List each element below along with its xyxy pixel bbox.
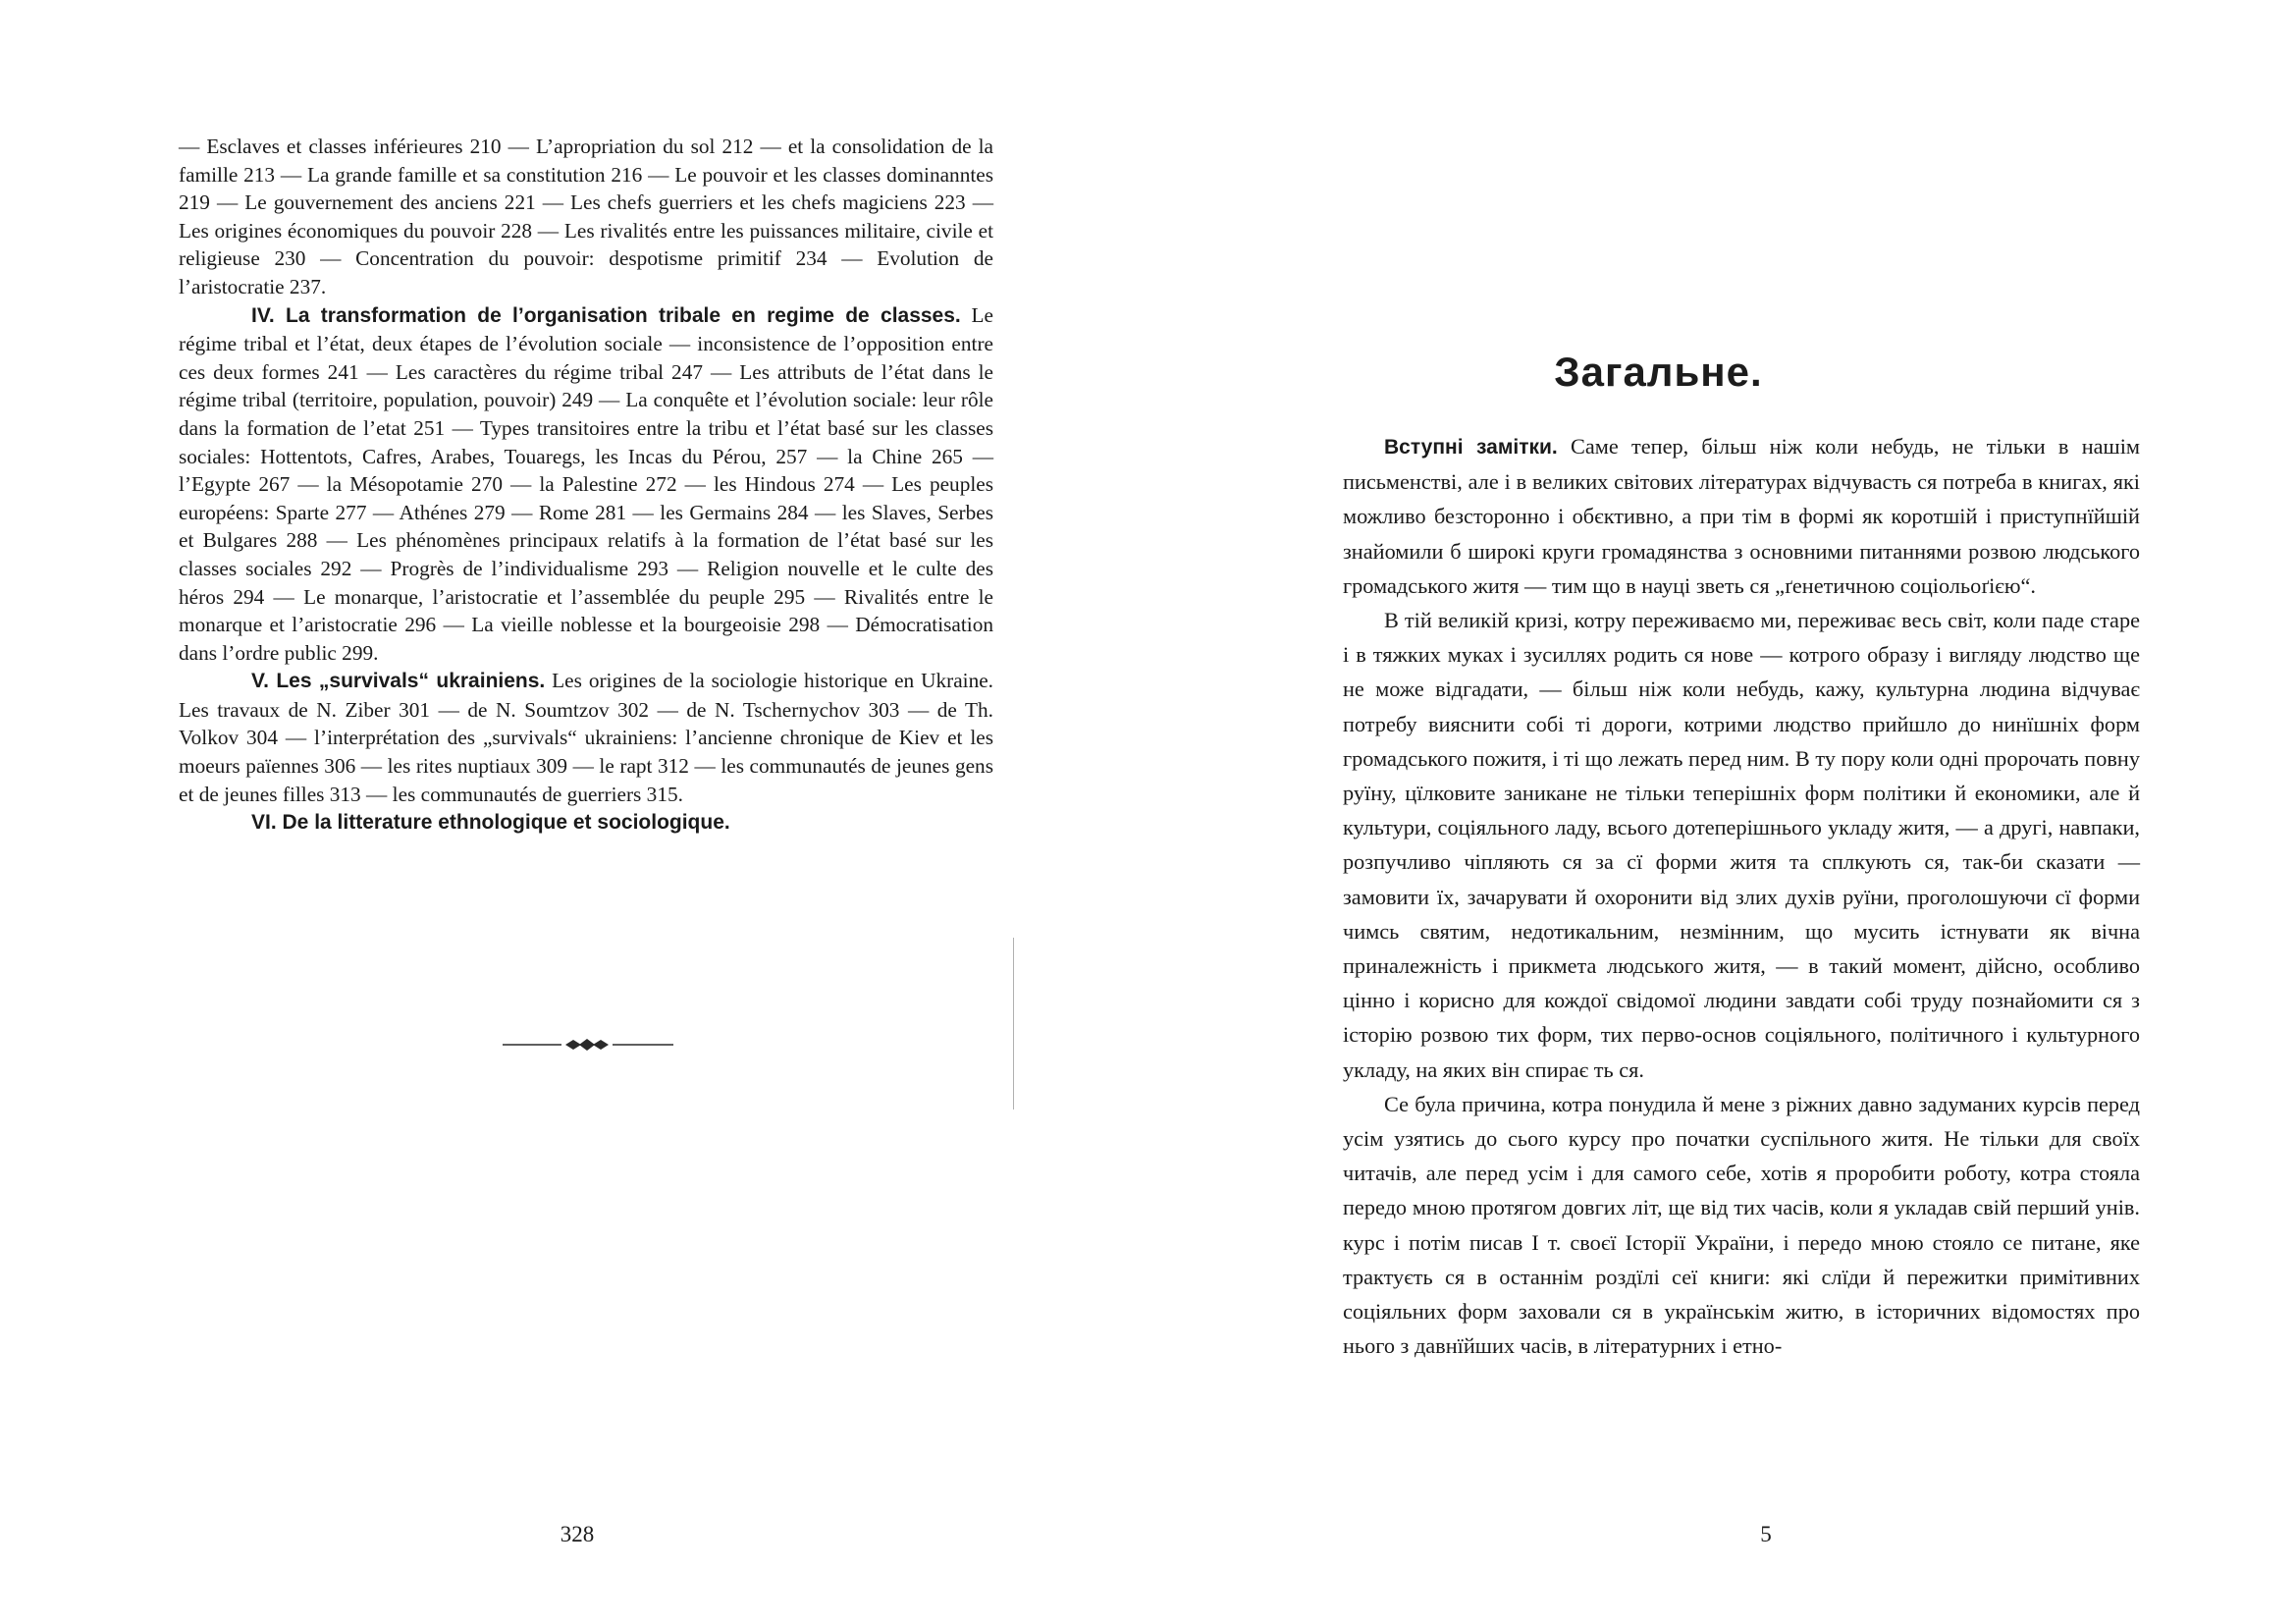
section-iv-text: Le régime tribal et l’état, deux étapes de l’évolution sociale — inconsistence de l’opposition entre ces deux formes 241 — Les caractères du régime tribal 247 — Les attributs de l’état dans le régime tribal (territoire, population, pouvoir) 249 — La conquête et l’évolution sociale: leur rôle dans la formation de l’etat 251 — Types transitoires entre la tribu et l’état basé sur les classes sociales: Hottentots, Cafres, Arabes, Touaregs, les Incas du Pérou, 257 — la Chine 265 — l’Egypte 267 — la Mésopotamie 270 — la Palestine 272 — les Hindous 274 — Les peuples européens: Sparte 277 — Athénes 279 — Rome 281 — les Germains 284 — les Slaves, Serbes et Bulgares 288 — Les phénomènes principaux relatifs à la formation de l’état basé sur les classes sociales 292 — Progrès de l’individualisme 293 — Religion nouvelle et le culte des héros 294 — Le monarque, l’aristocratie et l’assemblée du peuple 295 — Rivalités entre le monarque et l’aristocratie 296 — La vieille noblesse et la bourgeoisie 298 — Démocratisation dans l’ordre public 299. xyxy=(179,302,994,665)
ornament-divider xyxy=(501,1035,677,1055)
toc-section-iv xyxy=(179,301,993,668)
toc-continuation: — Esclaves et classes inférieures 210 — L’apropriation du sol 212 — et la consolidation de la famille 213 — La grande famille et sa constitution 216 — Le pouvoir et les classes dominanntes 219 — Le gouvernement des anciens 221 — Les chefs guerriers et les chefs magiciens 223 — Les origines économiques du pouvoir 228 — Les rivalités entre les puissances militaire, civile et religieuse 230 — Concentration du pouvoir: despotisme primitif 234 — Evolution de l’aristocratie 237. xyxy=(179,135,993,298)
section-v-heading: V. Les „survivals“ ukrainiens. xyxy=(251,670,546,693)
gutter-line xyxy=(1013,938,1014,1110)
page-number-left: 328 xyxy=(560,1522,595,1546)
paragraph-3: Се була причина, котра понудила й мене з ріжних давно задуманих курсів перед усім узятись до сього курсу про початки суспільного житя. Не тільки для своїх читачів, але перед усім і для самого себе, хотів я проробити роботу, котра стояла передо мною протягом довгих літ, ще від тих часів, коли я укладав свій перший унів. курс і потім писав I т. своєї Історії України, і передо мною стояло се питане, яке трактуєть ся в останнім роздїлі сеї книги: які слїди й пережитки примітивних соціяльних форм заховали ся в українськім житю, в історичних відомостях про нього з давнїйших часів, в літературних і етно- xyxy=(1343,1091,2140,1359)
paragraph-1 xyxy=(1343,429,2140,603)
page-number-right: 5 xyxy=(1760,1522,1772,1546)
right-page xyxy=(1021,0,2296,1624)
paragraph-1-text: Саме тепер, більш ніж коли небудь, не тільки в нашім письменстві, але і в великих світових літературах відчувасть ся потреба в книгах, які можливо безсторонно і обєктивно, а при тім в формі як коротшій і приступнїйшій знайомили б широкі круги громадянства з основними питаннями розвою людського громадського житя — тим що в науці зветь ся „ґенетичною соціольоґією“. xyxy=(1343,434,2140,598)
body-text xyxy=(1343,429,2140,1363)
toc-section-vi xyxy=(179,808,993,838)
run-in-heading: Вступні замітки. xyxy=(1384,436,1558,459)
section-iv-heading: IV. La transformation de l’organisation tribale en regime de classes. xyxy=(251,303,961,327)
chapter-title: Загальне. xyxy=(1554,349,1763,395)
table-of-contents xyxy=(179,133,993,838)
paragraph-2: В тій великій кризі, котру переживаємо ми, переживає весь світ, коли паде старе і в тяжких муках і зусиллях родить ся нове — котрого образу і вигляду людство ще не може відгадати, — більш ніж коли небудь, кажу, культурна людина відчуває потребу вияснити собі ті дороги, котрими людство прийшло до нинїшніх форм громадського пожитя, і ті що лежать перед ним. В ту пору коли одні пророчать повну руїну, цїлковите заникане не тільки теперішніх форм політики й економики, але й культури, соціяльного ладу, всього дотеперішнього укладу житя, — а другі, навпаки, розпучливо чіпляють ся за сї форми житя та сплкують ся, так-би сказати — замовити їх, зачарувати й охоронити від злих духів руїни, проголошуючи сї форми чимсь святим, недотикальним, незмінним, що мусить істнувати як вічна приналежність і прикмета людського житя, — в такий момент, дійсно, особливо цінно і корисно для кождої свідомої людини завдати собі труду познайомити ся з історію розвою тих форм, тих перво-основ соціяльного, політичного і культурного укладу, на яких він спирає ть ся. xyxy=(1343,608,2140,1082)
section-vi-heading: VI. De la litterature ethnologique et sociologique. xyxy=(251,811,730,835)
section-v-text: Les origines de la sociologie historique en Ukraine. Les travaux de N. Ziber 301 — de N. Soumtzov 302 — de N. Tschernychov 303 — de Th. Volkov 304 — l’interprétation des „survivals“ ukrainiens: l’ancienne chronique de Kiev et les moeurs païennes 306 — les rites nuptiaux 309 — le rapt 312 — les communautés de jeunes gens et de jeunes filles 313 — les communautés de guerriers 315. xyxy=(179,669,994,806)
left-page xyxy=(0,0,1021,1624)
toc-section-v xyxy=(179,667,993,808)
